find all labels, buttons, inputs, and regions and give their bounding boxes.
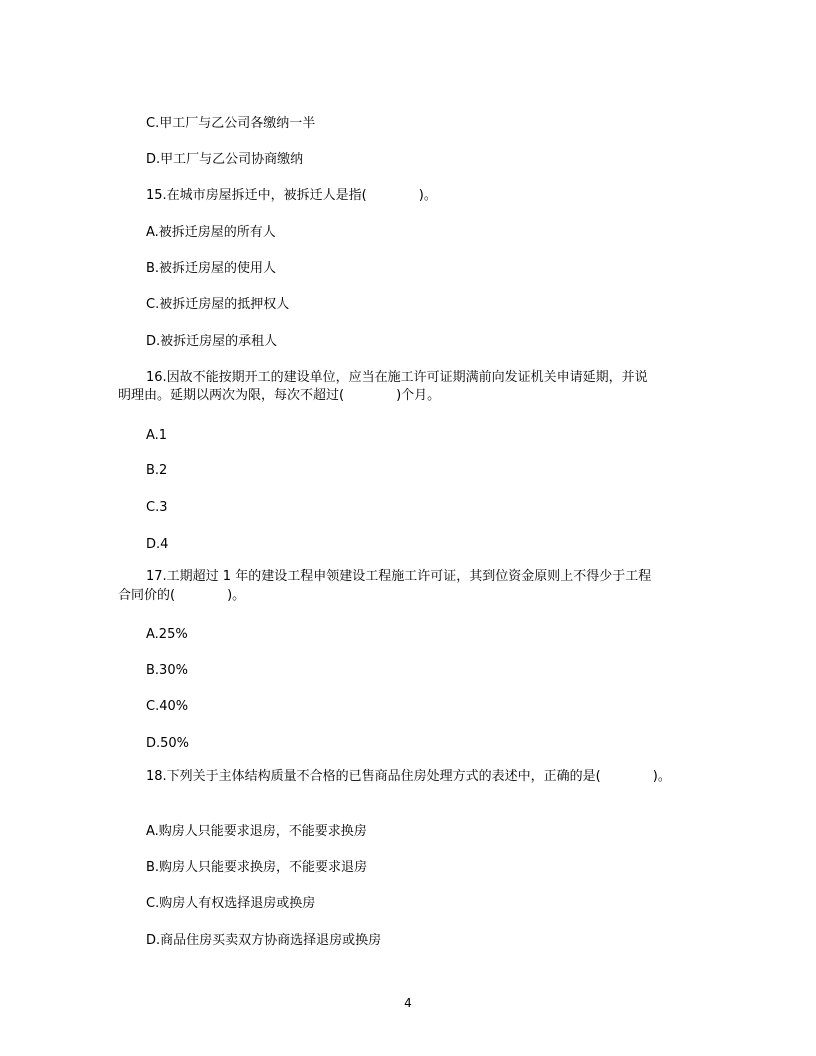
q17-option-d: D.50%	[146, 736, 190, 751]
q17-stem-line-1: 17.工期超过 1 年的建设工程申领建设工程施工许可证，其到位资金原则上不得少于工程	[146, 569, 652, 584]
q18-stem: 18.下列关于主体结构质量不合格的已售商品住房处理方式的表述中，正确的是( )。	[146, 769, 671, 784]
q16-option-a: A.1	[146, 428, 168, 443]
q16-stem-line-2: 明理由。延期以两次为限，每次不超过( )个月。	[118, 388, 441, 403]
q15-stem: 15.在城市房屋拆迁中，被拆迁人是指( )。	[146, 188, 437, 203]
q18-option-a: A.购房人只能要求退房，不能要求换房	[146, 824, 367, 839]
page-number: 4	[404, 996, 412, 1010]
q17-option-b: B.30%	[146, 663, 188, 678]
q18-option-d: D.商品住房买卖双方协商选择退房或换房	[146, 933, 382, 948]
q18-option-b: B.购房人只能要求换房，不能要求退房	[146, 860, 368, 875]
q15-option-b: B.被拆迁房屋的使用人	[146, 261, 277, 276]
q15-option-c: C.被拆迁房屋的抵押权人	[146, 297, 290, 312]
q17-stem-line-2: 合同价的( )。	[118, 588, 246, 603]
q17-option-c: C.40%	[146, 699, 189, 714]
q17-option-a: A.25%	[146, 627, 188, 642]
q16-option-b: B.2	[146, 463, 168, 478]
q14-option-c: C.甲工厂与乙公司各缴纳一半	[146, 116, 316, 131]
q15-option-a: A.被拆迁房屋的所有人	[146, 225, 276, 240]
q14-option-d: D.甲工厂与乙公司协商缴纳	[146, 152, 304, 167]
q15-option-d: D.被拆迁房屋的承租人	[146, 334, 278, 349]
q16-option-c: C.3	[146, 500, 168, 515]
q16-stem-line-1: 16.因故不能按期开工的建设单位，应当在施工许可证期满前向发证机关申请延期，并说	[146, 370, 648, 385]
q16-option-d: D.4	[146, 537, 169, 552]
q18-option-c: C.购房人有权选择退房或换房	[146, 896, 316, 911]
